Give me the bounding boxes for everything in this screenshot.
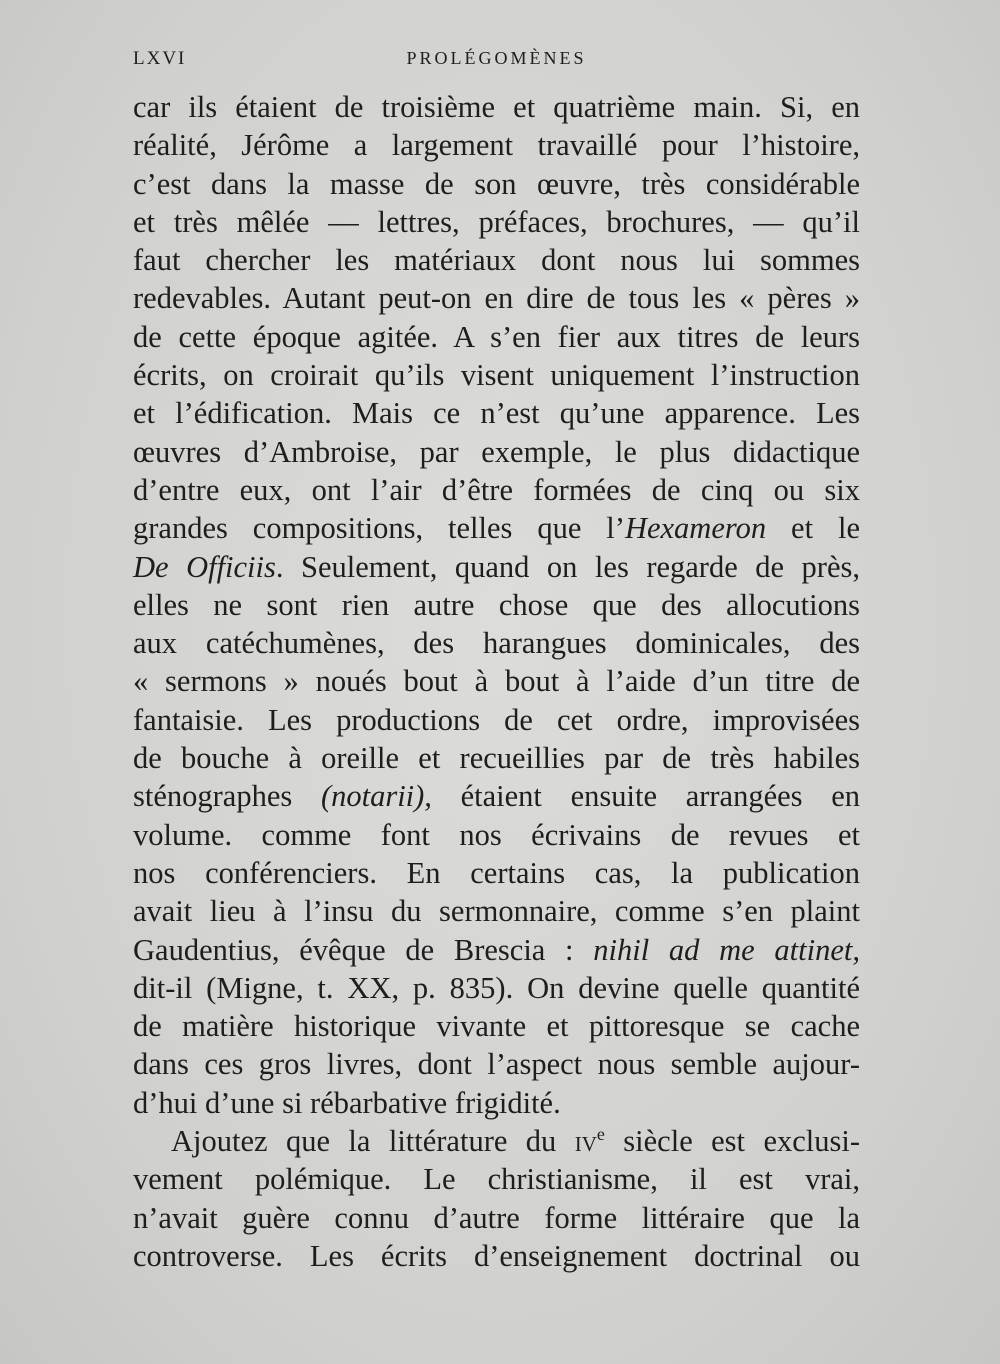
text-segment: et l’édification. Mais ce n’est qu’une apparence. Les (133, 396, 860, 431)
text-line (133, 509, 860, 547)
text-segment: et très mêlée — lettres, préfaces, brochures, — qu’il (133, 204, 860, 239)
text-line (133, 548, 860, 586)
text-segment: avait lieu à l’insu du sermonnaire, comme s’en plaint (133, 894, 860, 929)
text-line (133, 241, 860, 279)
text-line (133, 739, 860, 777)
text-segment: faut chercher les matériaux dont nous lui sommes (133, 243, 860, 278)
text-segment: . Seulement, quand on les regarde de près, (275, 549, 860, 584)
text-segment: dans ces gros livres, dont l’aspect nous semble aujour- (133, 1047, 860, 1082)
text-line (133, 1199, 860, 1237)
text-line (133, 892, 860, 930)
text-line (133, 394, 860, 432)
page-body-text (133, 88, 860, 1275)
text-line (133, 1122, 860, 1160)
text-segment: iv (574, 1124, 597, 1159)
text-segment: réalité, Jérôme a largement travaillé pour l’histoire, (133, 128, 860, 163)
text-segment: d’entre eux, ont l’air d’être formées de cinq ou six (133, 472, 860, 507)
text-line (133, 931, 860, 969)
text-line (133, 1160, 860, 1198)
text-line (133, 1084, 860, 1122)
text-line (133, 1045, 860, 1083)
text-segment: elles ne sont rien autre chose que des allocutions (133, 587, 860, 622)
text-segment: Hexameron (624, 511, 767, 546)
text-segment: aux catéchumènes, des harangues dominicales, des (133, 626, 860, 661)
text-segment: de cette époque agitée. A s’en fier aux titres de leurs (133, 319, 860, 354)
text-line (133, 471, 860, 509)
text-segment: « sermons » noués bout à bout à l’aide d’un titre de (133, 664, 860, 699)
text-line (133, 1237, 860, 1275)
text-segment: De Officiis (133, 549, 276, 584)
text-line (133, 1007, 860, 1045)
paragraph (133, 1122, 860, 1275)
text-segment: n’avait guère connu d’autre forme littéraire que la (133, 1200, 860, 1235)
text-line (133, 165, 860, 203)
text-segment: controverse. Les écrits d’enseignement doctrinal ou (133, 1238, 860, 1273)
text-segment: et le (766, 511, 860, 546)
text-segment: dit-il (Migne, t. XX, p. 835). On devine quelle quantité (133, 970, 860, 1005)
text-segment: sténographes (133, 779, 321, 814)
running-head (133, 48, 860, 78)
text-line (133, 126, 860, 164)
text-segment: nihil ad me attinet, (593, 932, 860, 967)
text-line (133, 854, 860, 892)
paragraph (133, 88, 860, 1122)
text-segment: de bouche à oreille et recueillies par de très habiles (133, 741, 860, 776)
text-segment: siècle est exclusi- (604, 1124, 860, 1159)
text-segment: grandes compositions, telles que l’ (133, 511, 625, 546)
text-segment: c’est dans la masse de son œuvre, très considérable (133, 166, 860, 201)
text-line (133, 969, 860, 1007)
text-line (133, 356, 860, 394)
text-segment: Ajoutez que la littérature du (171, 1124, 575, 1159)
text-line (133, 701, 860, 739)
text-segment: écrits, on croirait qu’ils visent uniquement l’instruction (133, 358, 860, 393)
text-segment: e (596, 1123, 605, 1144)
text-segment: volume. comme font nos écrivains de revues et (133, 817, 860, 852)
text-segment: nos conférenciers. En certains cas, la publication (133, 855, 860, 890)
text-line (133, 586, 860, 624)
text-segment: redevables. Autant peut-on en dire de tous les « pères » (133, 281, 860, 316)
text-line (133, 662, 860, 700)
text-segment: car ils étaient de troisième et quatrième main. Si, en (133, 90, 860, 124)
text-segment: (notarii), (320, 779, 432, 814)
page-number: LXVI (133, 48, 187, 69)
text-segment: d’hui d’une si rébarbative frigidité. (133, 1085, 561, 1120)
running-title: PROLÉGOMÈNES (406, 48, 587, 68)
text-line (133, 624, 860, 662)
text-segment: fantaisie. Les productions de cet ordre, improvisées (133, 702, 860, 737)
text-segment: étaient ensuite arrangées en (431, 779, 861, 814)
text-line (133, 203, 860, 241)
text-line (133, 88, 860, 126)
text-line (133, 433, 860, 471)
text-line (133, 777, 860, 815)
text-line (133, 279, 860, 317)
text-segment: œuvres d’Ambroise, par exemple, le plus didactique (133, 434, 860, 469)
text-line (133, 816, 860, 854)
text-segment: Gaudentius, évêque de Brescia : (133, 932, 594, 967)
text-line (133, 318, 860, 356)
text-segment: vement polémique. Le christianisme, il est vrai, (133, 1162, 860, 1197)
text-segment: de matière historique vivante et pittoresque se cache (133, 1009, 860, 1044)
